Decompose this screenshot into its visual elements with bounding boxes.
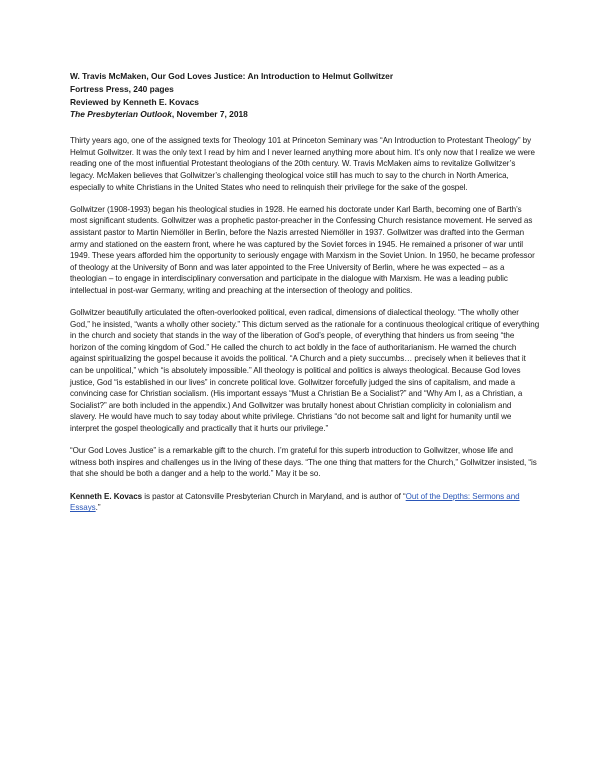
publication-line xyxy=(70,108,540,121)
paragraph-conclusion: “Our God Loves Justice” is a remarkable gift to the church. I’m grateful for this superb introduction to Gollwitzer, whose life and witness both inspires and challenges us in the living of these days. “The one thing that matters for the Church,” Gollwitzer insisted, “is that she should be both a danger and a help to the world.” May it be so. xyxy=(70,446,537,479)
paragraph-theology: Gollwitzer beautifully articulated the often-overlooked political, even radical, dimensions of dialectical theology. “The wholly other God,” he insisted, “wants a wholly other society.” This dictum served as the rationale for a continuous theological critique of everything in the church and society that stands in the way of the liberation of God’s people, of everything that hinders us from seeing “the horizon of the coming kingdom of God.” He called the church to act boldly in the face of authoritarianism. He warned the church against spiritualizing the gospel because it avoids the political. “A Church and a piety succumbs… precisely when it believes that it can be unpolitical,” which “is absolutely impossible.” All theology is political and politics is always theological. Because God loves justice, God “is established in our lives” in concrete political love. Gollwitzer forcefully judged the sins of capitalism, and made a convincing case for Christian socialism. (His important essays “Must a Christian Be a Socialist?” and “Why Am I, as a Christian, a Socialist?” are both included in the appendix.) And Gollwitzer was brutally honest about Christian complicity in colonialism and slavery. He would have much to say today about white privilege. Christians “do not become salt and light for humanity until we interpret the gospel theologically and practically that it hurts our privilege.” xyxy=(70,308,540,434)
author-name: Kenneth E. Kovacs xyxy=(70,491,143,501)
paragraph-intro: Thirty years ago, one of the assigned texts for Theology 101 at Princeton Seminary was “An Introduction to Protestant Theology” by Helmut Gollwitzer. It was the only text I read by him and I never learned anything more about him. It’s only now that I realize we were reading one of the most influential Protestant theologians of the 20th century. W. Travis McMaken aims to revitalize Gollwitzer’s legacy. McMaken believes that Gollwitzer’s challenging theological voice still has much to say to the church in North America, especially to white Christians in the United States who need to relinquish their privilege for the sake of the gospel. xyxy=(70,136,535,192)
author-bio-closing: .” xyxy=(95,503,101,513)
review-body xyxy=(70,135,540,514)
publication-name: The Presbyterian Outlook xyxy=(70,109,172,120)
publisher-line: Fortress Press, 240 pages xyxy=(70,83,174,94)
author-bio-text: is pastor at Catonsville Presbyterian Church in Maryland, and is author of “ xyxy=(142,491,406,501)
author-bio xyxy=(70,491,540,514)
book-title-line: W. Travis McMaken, Our God Loves Justice: An Introduction to Helmut Gollwitzer xyxy=(70,71,394,81)
review-header xyxy=(70,70,540,121)
book-link[interactable]: Out of the Depths: Sermons and Essays xyxy=(70,491,520,513)
reviewer-line: Reviewed by Kenneth E. Kovacs xyxy=(70,96,199,107)
publication-date: , November 7, 2018 xyxy=(171,109,248,120)
paragraph-biography: Gollwitzer (1908-1993) began his theological studies in 1928. He earned his doctorate under Karl Barth, becoming one of Barth’s most significant students. Gollwitzer was a prophetic pastor-preacher in the Confessing Church resistance movement. He served as assistant pastor to Martin Niemöller in Berlin, before the Nazis arrested Niemöller in 1937. Gollwitzer was drafted into the German army and stationed on the eastern front, where he was captured by the Soviet forces in 1945. He remained a prisoner of war until 1949. These years afforded him the opportunity to seriously engage with Marxism in the Soviet Union. In 1950, he became professor of theology at the University of Bonn and was later appointed to the Free University of Berlin, where he was expected – as a theologian – to engage in interdisciplinary conversation and participate in the dialogue with Marxism. He was a leading public intellectual in post-war Germany, writing and preaching at the intersection of theology and politics. xyxy=(70,204,535,295)
